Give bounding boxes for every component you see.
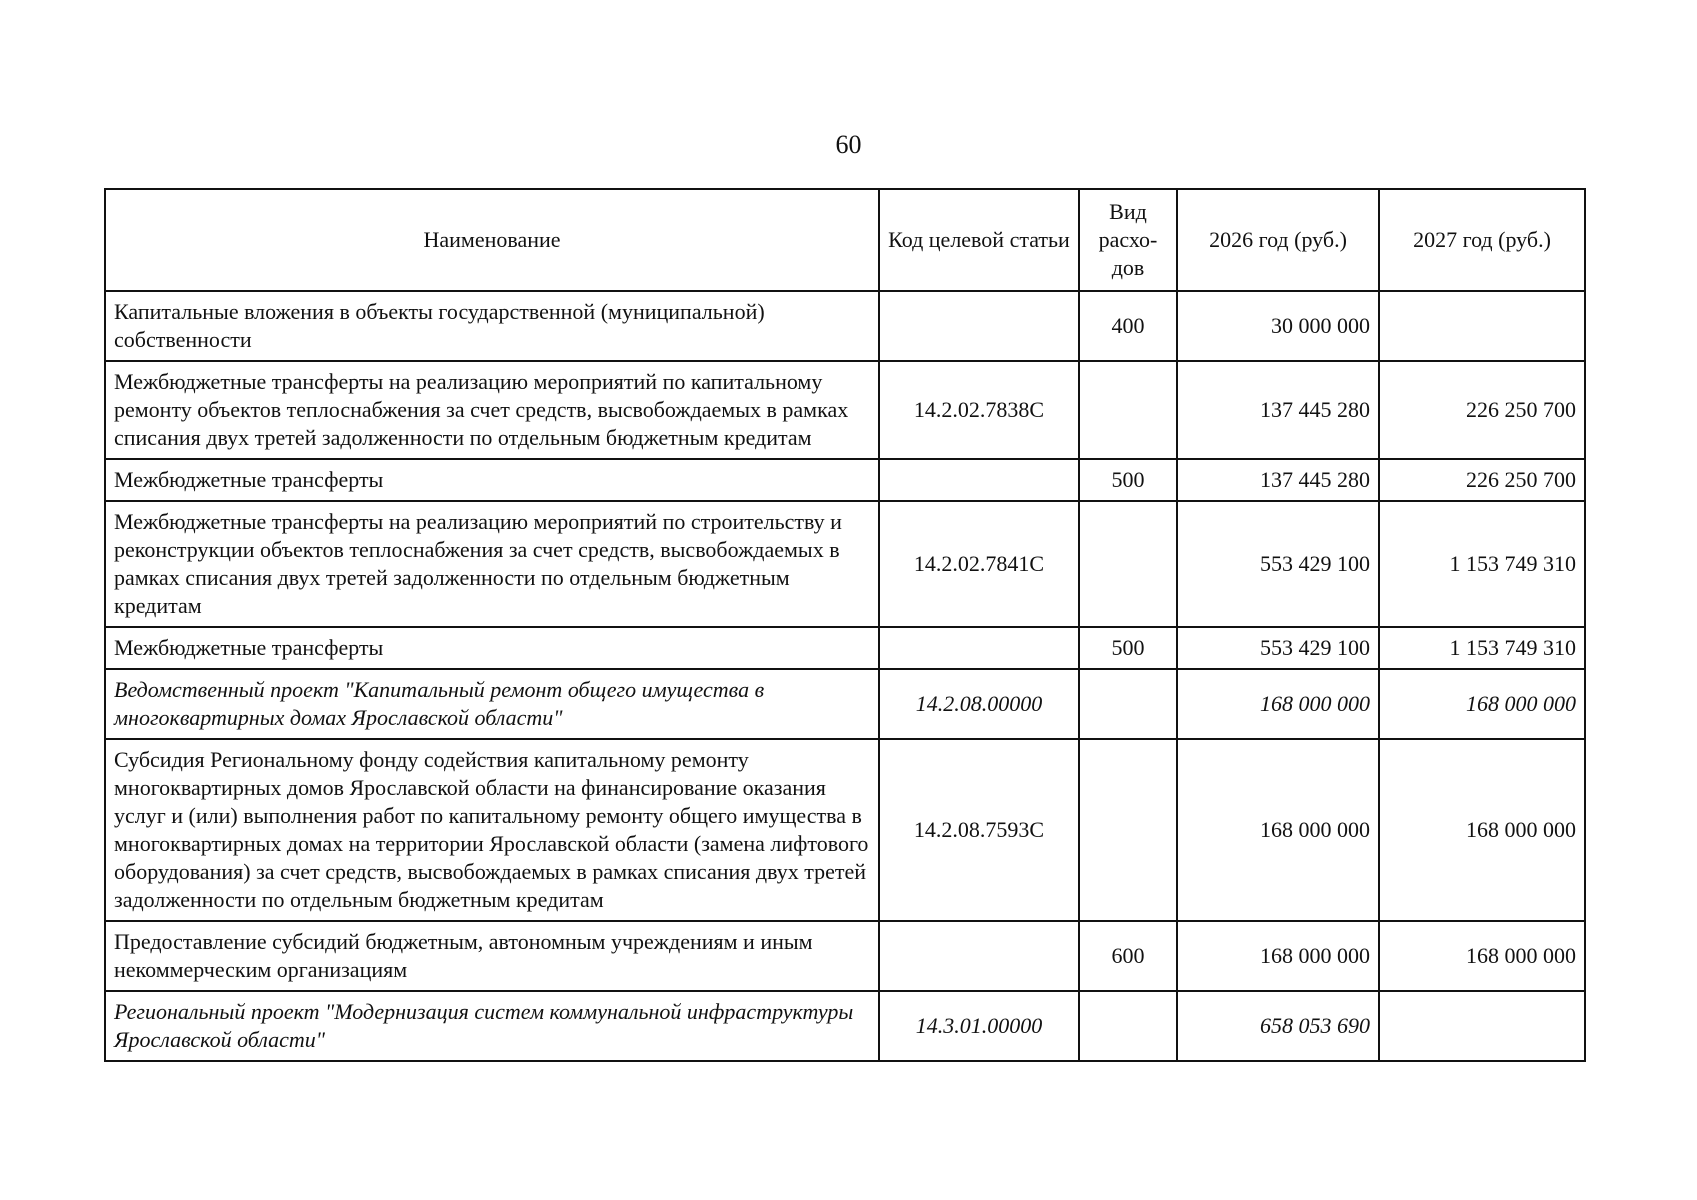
header-2027: 2027 год (руб.) [1379, 189, 1585, 291]
header-name: Наименование [105, 189, 879, 291]
cell-name: Межбюджетные трансферты на реализацию мероприятий по капитальному ремонту объектов теплоснабжения за счет средств, высвобождаемых в рамках списания двух третей задолженности по отдельным бюджетным кредитам [105, 361, 879, 459]
cell-kind [1079, 361, 1177, 459]
cell-code [879, 459, 1079, 501]
cell-2026: 553 429 100 [1177, 501, 1379, 627]
cell-kind [1079, 739, 1177, 921]
cell-2026: 137 445 280 [1177, 361, 1379, 459]
cell-code [879, 921, 1079, 991]
cell-name: Региональный проект "Модернизация систем коммунальной инфраструктуры Ярославской области" [105, 991, 879, 1061]
budget-table [104, 188, 1586, 1062]
cell-name: Межбюджетные трансферты на реализацию мероприятий по строительству и реконструкции объектов теплоснабжения за счет средств, высвобождаемых в рамках списания двух третей задолженности по отдельным бюджетным кредитам [105, 501, 879, 627]
header-2026: 2026 год (руб.) [1177, 189, 1379, 291]
cell-kind [1079, 669, 1177, 739]
cell-2027: 168 000 000 [1379, 921, 1585, 991]
cell-2026: 30 000 000 [1177, 291, 1379, 361]
table-row [105, 291, 1585, 361]
cell-2027 [1379, 291, 1585, 361]
cell-kind: 600 [1079, 921, 1177, 991]
cell-name: Капитальные вложения в объекты государственной (муниципальной) собственности [105, 291, 879, 361]
cell-name: Межбюджетные трансферты [105, 459, 879, 501]
cell-name: Межбюджетные трансферты [105, 627, 879, 669]
cell-2026: 137 445 280 [1177, 459, 1379, 501]
cell-2027: 1 153 749 310 [1379, 501, 1585, 627]
table-row [105, 739, 1585, 921]
cell-name: Субсидия Региональному фонду содействия капитальному ремонту многоквартирных домов Ярославской области на финансирование оказания услуг и (или) выполнения работ по капитальному ремонту общего имущества в многоквартирных домах на территории Ярославской области (замена лифтового оборудования) за счет средств, высвобождаемых в рамках списания двух третей задолженности по отдельным бюджетным кредитам [105, 739, 879, 921]
table-row [105, 627, 1585, 669]
cell-2026: 553 429 100 [1177, 627, 1379, 669]
cell-name: Предоставление субсидий бюджетным, автономным учреждениям и иным некоммерческим организациям [105, 921, 879, 991]
cell-code: 14.2.02.7841С [879, 501, 1079, 627]
cell-2027 [1379, 991, 1585, 1061]
cell-kind [1079, 991, 1177, 1061]
table-row [105, 361, 1585, 459]
table-row [105, 991, 1585, 1061]
cell-2027: 168 000 000 [1379, 669, 1585, 739]
cell-2027: 168 000 000 [1379, 739, 1585, 921]
cell-name: Ведомственный проект "Капитальный ремонт общего имущества в многоквартирных домах Ярославской области" [105, 669, 879, 739]
cell-code [879, 627, 1079, 669]
header-kind: Вид расхо-дов [1079, 189, 1177, 291]
cell-2026: 168 000 000 [1177, 739, 1379, 921]
table-row [105, 501, 1585, 627]
cell-kind [1079, 501, 1177, 627]
cell-2027: 226 250 700 [1379, 361, 1585, 459]
cell-kind: 500 [1079, 459, 1177, 501]
cell-code: 14.2.08.00000 [879, 669, 1079, 739]
cell-code: 14.2.08.7593С [879, 739, 1079, 921]
cell-2026: 168 000 000 [1177, 921, 1379, 991]
cell-code: 14.3.01.00000 [879, 991, 1079, 1061]
cell-2026: 658 053 690 [1177, 991, 1379, 1061]
header-code: Код целевой статьи [879, 189, 1079, 291]
table-row [105, 669, 1585, 739]
cell-2026: 168 000 000 [1177, 669, 1379, 739]
table-header-row [105, 189, 1585, 291]
cell-code [879, 291, 1079, 361]
cell-2027: 1 153 749 310 [1379, 627, 1585, 669]
page-number: 60 [835, 130, 862, 159]
table-row [105, 921, 1585, 991]
cell-kind: 400 [1079, 291, 1177, 361]
table-row [105, 459, 1585, 501]
cell-2027: 226 250 700 [1379, 459, 1585, 501]
cell-kind: 500 [1079, 627, 1177, 669]
cell-code: 14.2.02.7838С [879, 361, 1079, 459]
